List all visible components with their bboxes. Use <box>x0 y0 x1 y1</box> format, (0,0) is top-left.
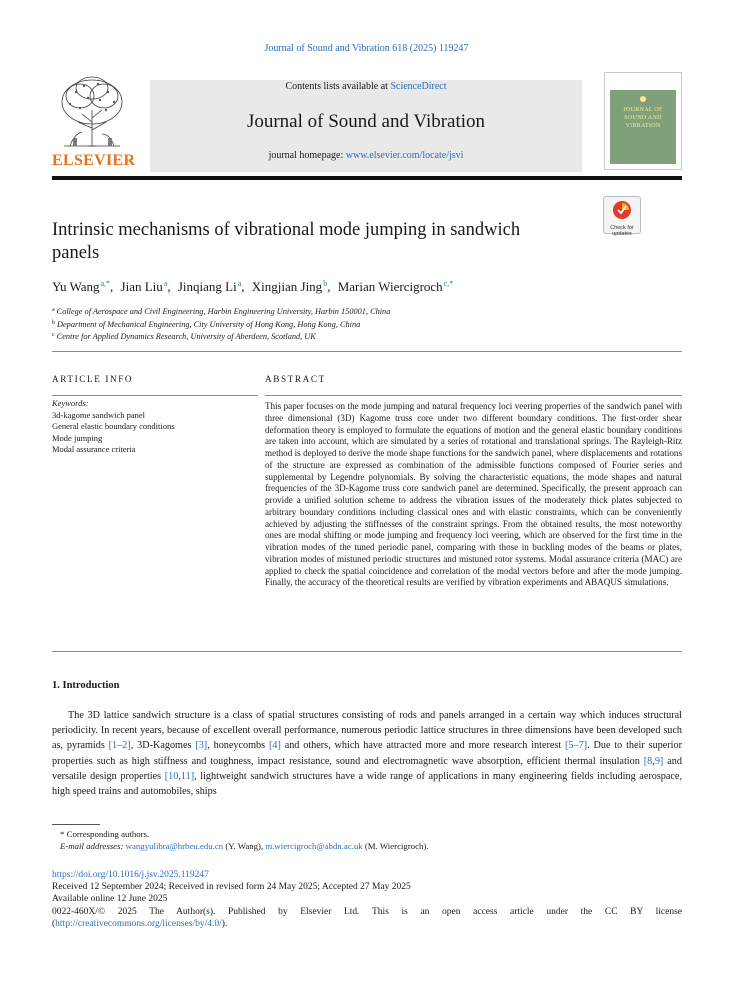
citation-link[interactable]: [3] <box>195 740 208 752</box>
cover-title-line-1: JOURNAL OF <box>623 107 663 113</box>
footnote-rule <box>52 824 100 825</box>
journal-cover-thumbnail[interactable] <box>604 72 682 170</box>
journal-name: Journal of Sound and Vibration <box>246 111 486 132</box>
author-affiliation-mark[interactable]: a <box>237 279 242 288</box>
affiliation-mark: c <box>52 332 55 339</box>
contents-line <box>150 80 582 93</box>
keyword-item[interactable]: 3d-kagome sandwich panel <box>52 409 145 420</box>
masthead-rule <box>52 176 682 180</box>
intro-text-segment: , honeycombs <box>207 740 269 752</box>
intro-text-segment: . Due to their superior properties such as high stiffness and toughness, impact resistance, sound and electromagnetic wave absorption, efficient thermal insulation <box>52 740 683 767</box>
author-name-text: Jian Liu <box>120 279 163 294</box>
introduction-heading: 1. Introduction <box>52 680 120 691</box>
section-divider <box>52 351 682 352</box>
corresponding-note: * Corresponding authors. <box>60 829 150 839</box>
abstract-bottom-rule <box>52 651 682 652</box>
affiliation-list <box>52 305 652 343</box>
author-name[interactable]: Jian Liu$^a$, <box>120 279 171 294</box>
contents-prefix: Contents lists available at <box>285 81 391 92</box>
abstract-text: This paper focuses on the mode jumping and natural frequency loci veering properties of the sandwich panel with three dimensional (3D) Kagome truss core under two different boundary conditions. The first-order shear deformation theory is employed to formulate the equations of motion and the general elastic boundary conditions are taken into account, which are simulated by a series of rotational and translational springs. The Rayleigh-Ritz method is deployed to derive the mode shape functions for the sandwich panel, where displacements and rotations of the structure are expressed as combination of the admissible functions composed of Fourier series and supplemental by Legendre polynomials. By solving the characteristic equations, the mode shapes and natural frequencies of the 3D-Kagome truss core sandwich panel are determined. Specifically, the present approach can provide a unified solution scheme to address the vibration issues of the moderately thick plates subjected to arbitrary boundary conditions including classical ones and with elastic constraints, which can be conveniently achieved by adjusting the stiffnesses of the constraint springs. From the obtained results, the most noteworthy ones are modal shifting or mode jumping and frequency loci veering, which are observed for the first time in the vibration modes of the tuned periodic panel, comparing with those in buckling modes of the beams or plates, vibration modes of mistuned periodic structures and mistuned rotor systems. Modal assurance criteria (MAC) are applied to check the spatial coincidence and correlation of the modal vectors before and after the mode jumping. Finally, the accuracy of the theoretical results are verified by vibration experiments and ABAQUS simulations. <box>265 401 682 588</box>
publication-info <box>52 869 682 930</box>
license-link[interactable]: http://creativecommons.org/licenses/by/4.0/ <box>55 918 222 929</box>
check-for-updates-button[interactable] <box>603 196 641 237</box>
author-affiliation-mark[interactable]: a <box>163 279 168 288</box>
author-name[interactable]: Xingjian Jing$^b$, <box>251 279 331 294</box>
keywords-label: Keywords: <box>52 398 89 408</box>
check-updates-line-2: updates <box>612 231 632 237</box>
abstract-heading: ABSTRACT <box>265 374 326 384</box>
author-name-text: Yu Wang <box>52 279 100 294</box>
article-info-panel <box>52 395 258 456</box>
citation-link[interactable]: [8 <box>643 755 653 767</box>
citation-link[interactable]: [1–2] <box>108 740 131 752</box>
homepage-prefix: journal homepage: <box>268 150 346 161</box>
article-info-rule <box>52 395 258 396</box>
cover-title-line-3: VIBRATION <box>625 123 661 129</box>
intro-text-segment: , 3D-Kagomes <box>130 740 196 752</box>
footnotes <box>52 828 682 852</box>
check-updates-label <box>604 225 640 237</box>
abstract-panel <box>265 395 682 589</box>
intro-text-segment: and versatile design properties <box>52 755 682 782</box>
affiliation-mark: a <box>52 307 55 313</box>
affiliation-text: Department of Mechanical Engineering, City University of Hong Kong, Hong Kong, China <box>57 319 361 329</box>
affiliation-item <box>52 305 652 318</box>
sciencedirect-link[interactable]: ScienceDirect <box>390 81 447 92</box>
citation-link[interactable]: 11] <box>180 770 195 782</box>
article-info-heading: ARTICLE INFO <box>52 374 134 384</box>
author-name-text: Marian Wiercigroch <box>337 279 443 294</box>
license-paren-close: ). <box>221 918 228 929</box>
citation-separator: , <box>652 755 655 767</box>
affiliation-text: College of Aerospace and Civil Engineering, Harbin Engineering University, Harbin 150001, China <box>56 307 391 316</box>
author-name[interactable]: Jinqiang Li$^a$, <box>177 279 245 294</box>
author-affiliation-mark[interactable]: b <box>323 279 328 288</box>
keyword-item[interactable]: General elastic boundary conditions <box>52 421 175 431</box>
author-name[interactable] <box>338 279 454 294</box>
abstract-rule <box>265 395 682 396</box>
homepage-line <box>150 150 582 161</box>
license-link-line <box>52 918 682 930</box>
license-statement: 0022-460X/© 2025 The Author(s). Published by Elsevier Ltd. This is an open access article under the CC BY license <box>52 906 682 917</box>
elsevier-tree-icon <box>52 72 132 152</box>
author-affiliation-mark[interactable]: c,* <box>443 279 454 288</box>
author-name[interactable]: Yu Wang$^{a,*}$, <box>52 279 114 294</box>
citation-link[interactable]: [4] <box>268 740 281 752</box>
affiliation-item <box>52 318 652 331</box>
author-list <box>52 279 652 295</box>
email-note <box>52 840 682 852</box>
citation-link[interactable]: [5–7] <box>565 740 588 752</box>
keyword-item[interactable]: Modal assurance criteria <box>52 444 136 454</box>
journal-banner <box>150 80 582 172</box>
license-paren-open: ( <box>52 918 56 929</box>
affiliation-mark: b <box>52 319 55 326</box>
affiliation-item <box>52 330 652 343</box>
affiliation-text: Centre for Applied Dynamics Research, University of Aberdeen, Scotland, UK <box>56 332 316 342</box>
email-link[interactable]: m.wiercigroch@abdn.ac.uk <box>265 841 363 852</box>
elsevier-logo[interactable] <box>52 72 136 172</box>
author-name-text: Xingjian Jing <box>251 279 323 294</box>
intro-text-segment: and others, which have attracted more and more research interest <box>280 740 566 752</box>
article-title: Intrinsic mechanisms of vibrational mode jumping in sandwich panels <box>52 220 521 263</box>
email-link[interactable]: wangyulibra@hrbeu.edu.cn <box>125 841 224 852</box>
intro-text-segment: , lightweight sandwich structures have a wide range of applications in many engineering fields including aerospace, high speed trains and automobiles, ships <box>52 770 682 798</box>
check-updates-icon <box>611 200 633 220</box>
intro-text-segment: The 3D lattice sandwich structure is a class of spatial structures consisting of rods and panels arranged in a certain way which induces structural periodicity. In recent years, because of excellent overall performance, numerous periodic lattice structures in three dimensions have been developed such as, pyramids <box>52 710 682 752</box>
running-header[interactable]: Journal of Sound and Vibration 618 (2025) 119247 <box>264 43 469 54</box>
cover-title-line-2: SOUND AND <box>624 115 662 121</box>
cover-title <box>610 106 676 130</box>
doi-link[interactable]: https://doi.org/10.1016/j.jsv.2025.119247 <box>52 870 209 880</box>
keyword-item[interactable]: Mode jumping <box>52 432 103 443</box>
cover-top-strip <box>610 78 676 90</box>
received-dates: Received 12 September 2024; Received in revised form 24 May 2025; Accepted 27 May 2025 <box>52 882 411 893</box>
email-label: E-mail addresses: <box>60 841 126 852</box>
email-owner: (M. Wiercigroch). <box>362 841 429 852</box>
email-owner: (Y. Wang), <box>223 841 266 852</box>
check-updates-line-1: Check for <box>610 225 634 231</box>
author-affiliation-mark[interactable]: a,* <box>100 279 111 288</box>
cover-image <box>610 78 676 164</box>
citation-link[interactable]: [10 <box>164 770 179 782</box>
introduction-paragraph <box>52 708 682 799</box>
author-name-text: Jinqiang Li <box>177 279 237 294</box>
journal-homepage-link[interactable]: www.elsevier.com/locate/jsvi <box>345 150 464 161</box>
journal-masthead <box>52 72 682 172</box>
citation-link[interactable]: 9] <box>654 755 664 767</box>
elsevier-wordmark: ELSEVIER <box>52 152 136 169</box>
citation-separator: , <box>178 770 181 782</box>
available-online: Available online 12 June 2025 <box>52 894 168 905</box>
